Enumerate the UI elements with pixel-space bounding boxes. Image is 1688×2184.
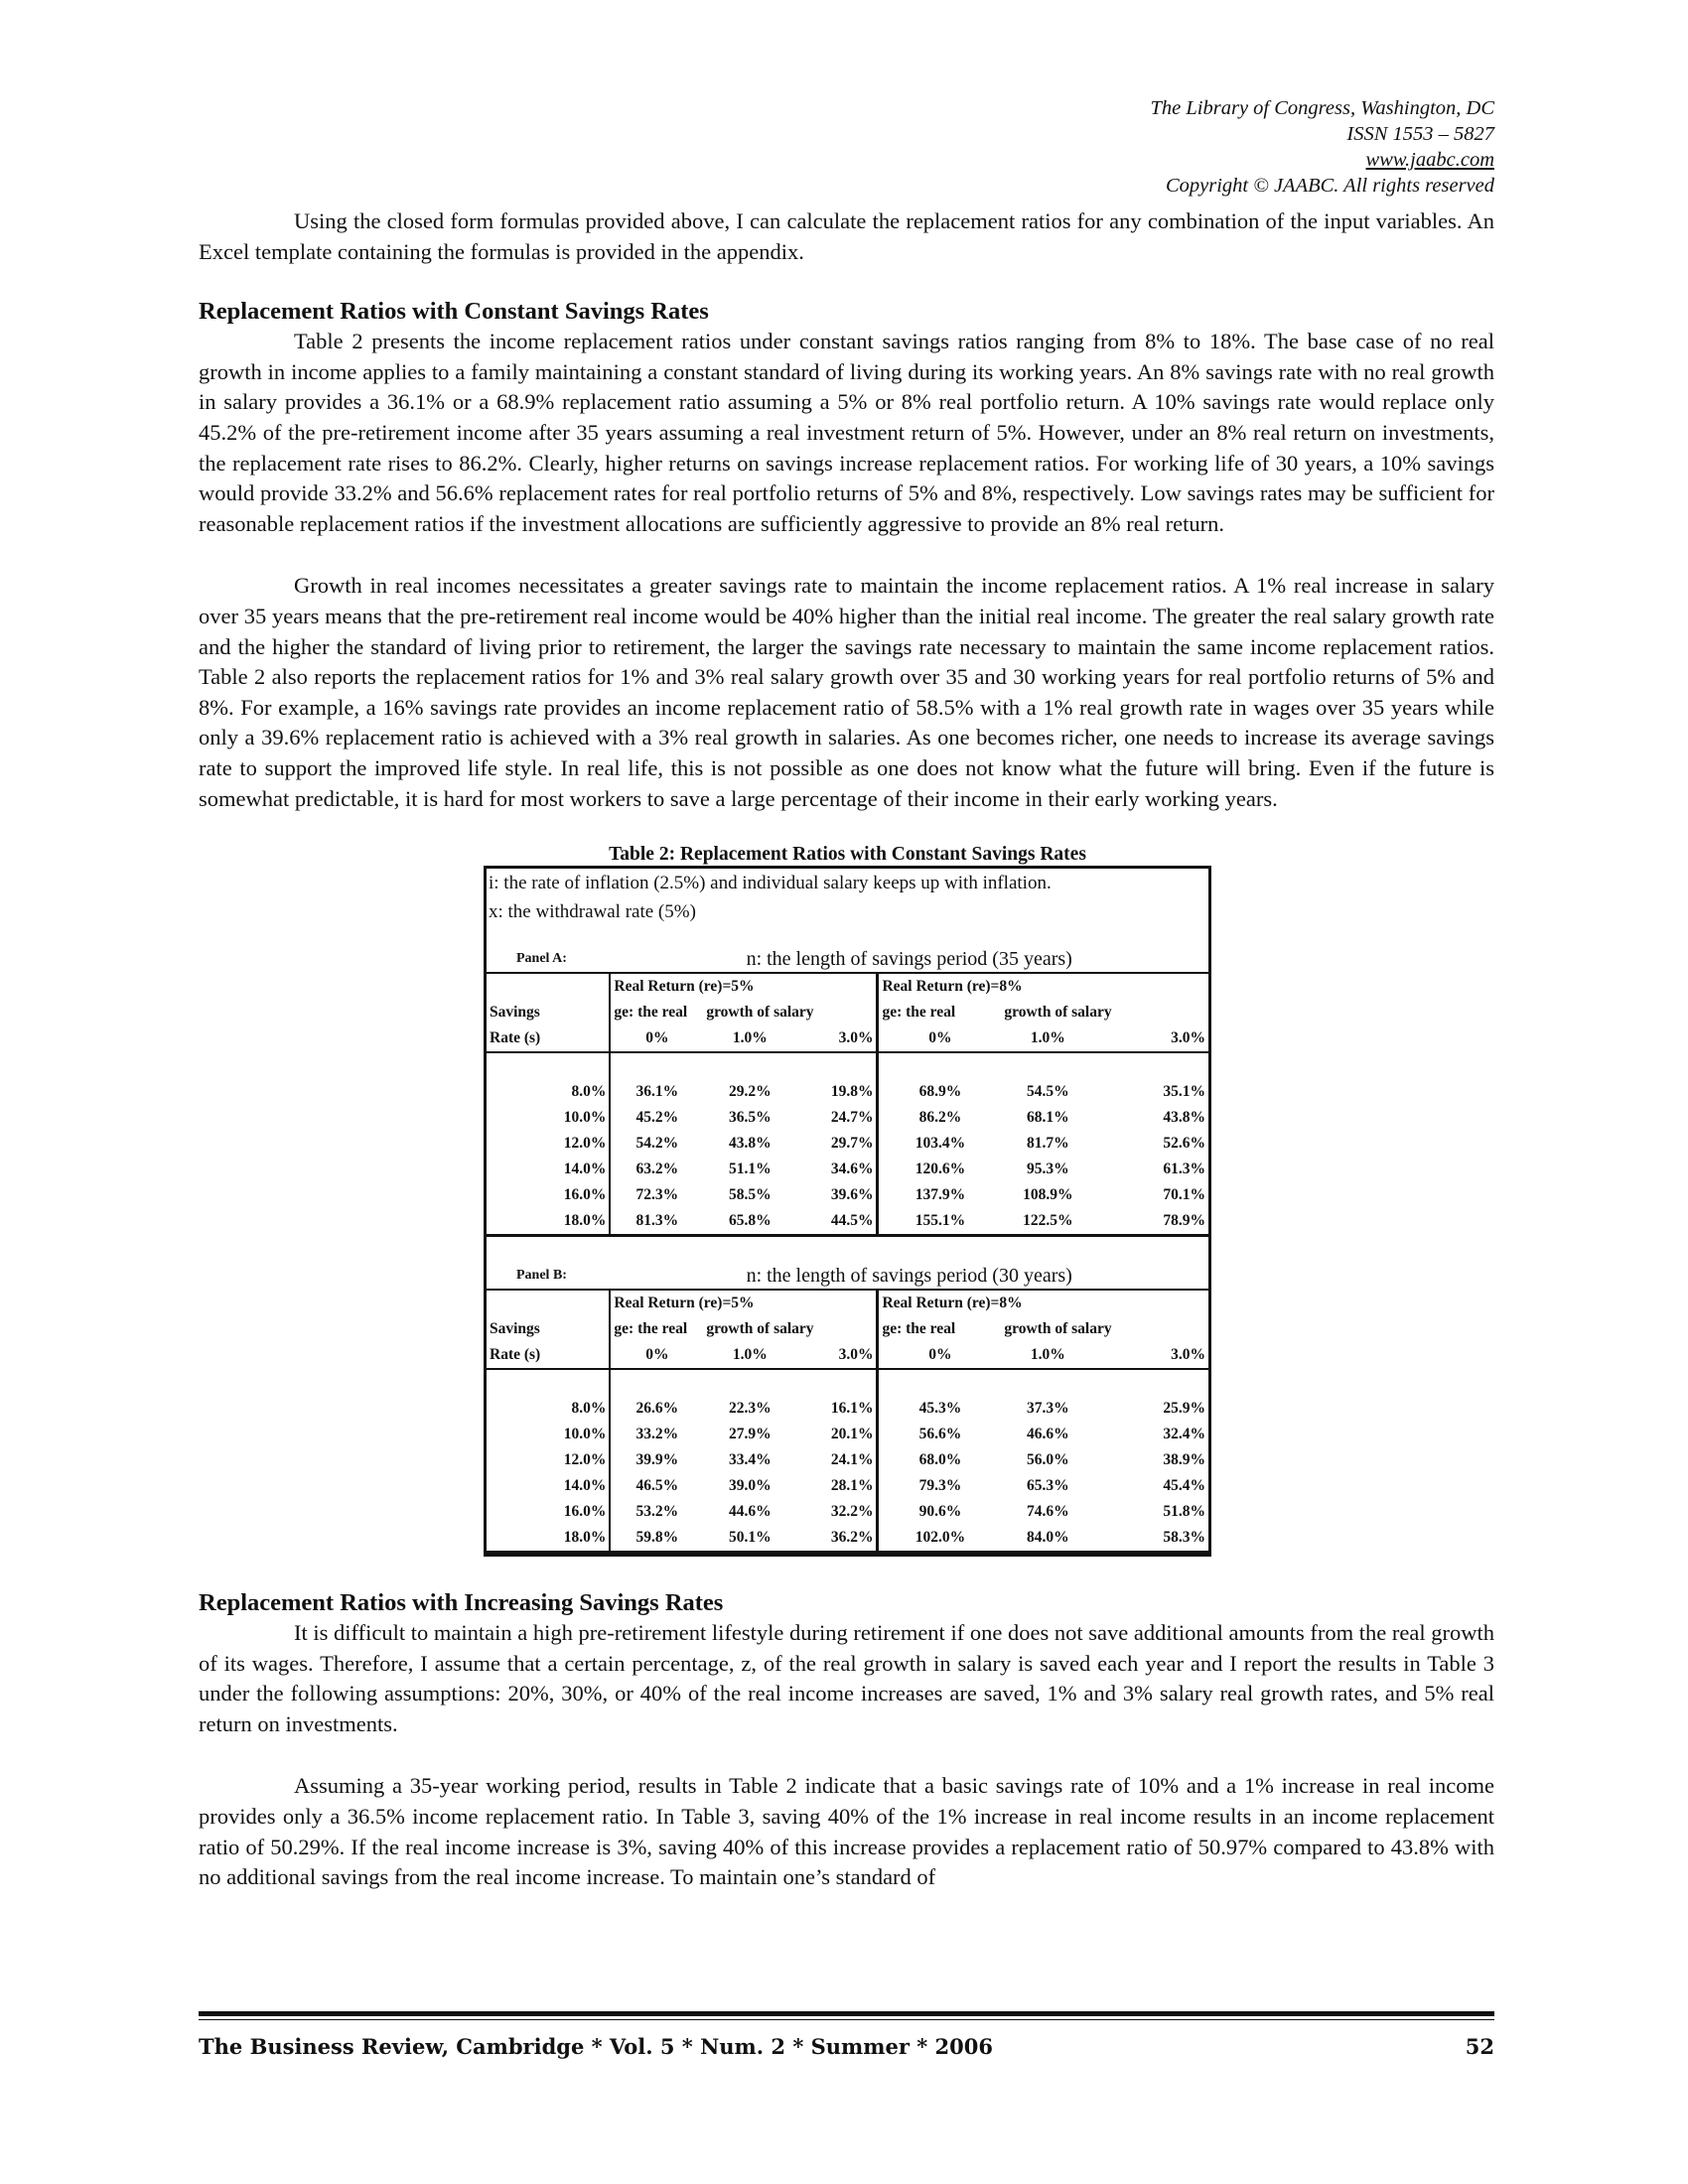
table-row bbox=[487, 1208, 1208, 1236]
page-footer bbox=[199, 2011, 1494, 2059]
growth-rate-row bbox=[487, 1025, 1208, 1052]
savings-rate-cell: 18.0% bbox=[487, 1208, 610, 1236]
header-issn: ISSN 1553 – 5827 bbox=[1346, 123, 1494, 145]
replacement-ratio-cell: 25.9% bbox=[1163, 1400, 1205, 1418]
replacement-ratio-cell: 33.2% bbox=[635, 1426, 679, 1443]
savings-rate-cell: 14.0% bbox=[487, 1157, 610, 1182]
footer-rule bbox=[199, 2011, 1494, 2016]
replacement-ratio-cell: 39.9% bbox=[635, 1451, 679, 1469]
header-growth-rate: 0% bbox=[878, 1342, 1001, 1369]
header-growth-rate: 3.0% bbox=[796, 1025, 878, 1052]
panel-title-row bbox=[487, 1263, 1208, 1290]
replacement-ratio-cell: 43.8% bbox=[728, 1135, 772, 1153]
header-library: The Library of Congress, Washington, DC bbox=[1150, 97, 1494, 119]
panel-gap-cell bbox=[487, 1236, 1208, 1264]
header-website-link[interactable]: www.jaabc.com bbox=[1365, 149, 1494, 171]
replacement-ratio-cell: 29.7% bbox=[830, 1135, 874, 1153]
replacement-ratio-cell: 19.8% bbox=[830, 1083, 874, 1101]
replacement-ratio-cell: 43.8% bbox=[1163, 1109, 1205, 1127]
table-title: Table 2: Replacement Ratios with Constant Savings Rates bbox=[609, 844, 1086, 866]
header-growth-rate: 0% bbox=[610, 1342, 703, 1369]
table-row bbox=[487, 1422, 1208, 1447]
replacement-ratio-cell: 137.9% bbox=[878, 1182, 1001, 1208]
table-row bbox=[487, 1079, 1208, 1105]
replacement-ratio-cell: 45.4% bbox=[1163, 1477, 1205, 1495]
header-savings: Savings bbox=[487, 1000, 610, 1025]
replacement-ratio-cell: 68.0% bbox=[878, 1447, 1001, 1473]
replacement-ratio-cell: 52.6% bbox=[1163, 1135, 1205, 1153]
replacement-ratio-cell: 38.9% bbox=[1163, 1451, 1205, 1469]
header-ge-8: ge: the real bbox=[878, 1316, 1001, 1342]
replacement-ratio-cell: 50.1% bbox=[703, 1525, 796, 1553]
replacement-ratio-cell: 58.3% bbox=[1094, 1525, 1208, 1553]
replacement-ratio-cell: 53.2% bbox=[635, 1503, 679, 1521]
replacement-ratio-cell: 32.4% bbox=[1163, 1426, 1205, 1443]
replacement-ratio-cell: 45.3% bbox=[878, 1396, 1001, 1422]
replacement-ratio-cell: 103.4% bbox=[878, 1131, 1001, 1157]
table-row bbox=[487, 1499, 1208, 1525]
spacer-cell bbox=[487, 1369, 610, 1396]
section-heading-increasing: Replacement Ratios with Increasing Savings Rates bbox=[199, 1589, 724, 1617]
replacement-ratio-cell: 65.8% bbox=[703, 1208, 796, 1236]
replacement-ratio-cell: 24.7% bbox=[830, 1109, 874, 1127]
table-row bbox=[487, 1525, 1208, 1553]
replacement-ratio-cell: 36.2% bbox=[796, 1525, 878, 1553]
replacement-ratio-cell: 54.5% bbox=[1027, 1083, 1069, 1101]
replacement-ratio-cell: 16.1% bbox=[830, 1400, 874, 1418]
replacement-ratio-cell: 28.1% bbox=[830, 1477, 874, 1495]
replacement-ratio-cell: 81.3% bbox=[610, 1208, 703, 1236]
replacement-ratio-cell: 27.9% bbox=[728, 1426, 772, 1443]
replacement-ratio-cell: 35.1% bbox=[1163, 1083, 1205, 1101]
savings-rate-cell: 14.0% bbox=[487, 1473, 610, 1499]
panel-title-row bbox=[487, 946, 1208, 973]
replacement-ratio-cell: 79.3% bbox=[878, 1473, 1001, 1499]
table-row bbox=[487, 1396, 1208, 1422]
header-growth-5: growth of salary bbox=[706, 1320, 814, 1338]
note-inflation: i: the rate of inflation (2.5%) and individual salary keeps up with inflation. bbox=[489, 873, 1052, 894]
replacement-ratio-cell: 44.5% bbox=[796, 1208, 878, 1236]
table-2 bbox=[484, 844, 1211, 1557]
header-real-return-8: Real Return (re)=8% bbox=[878, 973, 1208, 1000]
replacement-ratio-cell: 32.2% bbox=[830, 1503, 874, 1521]
replacement-ratio-cell: 78.9% bbox=[1094, 1208, 1208, 1236]
footer-page-number: 52 bbox=[1465, 2034, 1494, 2059]
replacement-ratio-cell: 59.8% bbox=[610, 1525, 703, 1553]
replacement-ratio-cell: 37.3% bbox=[1027, 1400, 1069, 1418]
panel-title: n: the length of savings period (35 years) bbox=[610, 946, 1208, 973]
footer-journal-citation: The Business Review, Cambridge * Vol. 5 * Num. 2 * Summer * 2006 bbox=[199, 2034, 993, 2059]
savings-rate-cell: 16.0% bbox=[487, 1499, 610, 1525]
replacement-ratio-cell: 29.2% bbox=[728, 1083, 772, 1101]
replacement-ratio-cell: 81.7% bbox=[1027, 1135, 1069, 1153]
header-growth-rate: 3.0% bbox=[1094, 1025, 1208, 1052]
replacement-ratio-cell: 63.2% bbox=[635, 1160, 679, 1178]
replacement-ratio-cell: 95.3% bbox=[1027, 1160, 1069, 1178]
paragraph-real-growth: Growth in real incomes necessitates a greater savings rate to maintain the income replacement ratios. A 1% real increase in salary over 35 years means that the pre-retirement real income would be 40% higher than the initial real income. The greater the real salary growth rate and the higher the standard of living prior to retirement, the larger the savings rate necessary to maintain the same income replacement ratios. Table 2 also reports the replacement ratios for 1% and 3% real salary growth over 35 and 30 working years for real portfolio returns of 5% and 8%. For example, a 16% savings rate provides an income replacement ratio of 58.5% with a 1% real growth rate in wages over 35 years while only a 39.6% replacement ratio is achieved with a 3% real growth in salaries. As one becomes richer, one needs to increase its average savings rate to support the improved life style. In real life, this is not possible as one does not know what the future will bring. Even if the future is somewhat predictable, it is hard for most workers to save a large percentage of their income in their early working years. bbox=[199, 573, 1494, 811]
table-row bbox=[487, 1157, 1208, 1182]
table-box bbox=[484, 866, 1211, 1557]
replacement-ratio-cell: 34.6% bbox=[830, 1160, 874, 1178]
section-heading-constant: Replacement Ratios with Constant Savings Rates bbox=[199, 298, 709, 326]
savings-rate-cell: 8.0% bbox=[487, 1396, 610, 1422]
savings-rate-cell: 16.0% bbox=[487, 1182, 610, 1208]
replacement-ratio-cell: 44.6% bbox=[728, 1503, 772, 1521]
paragraph-increasing-savings: It is difficult to maintain a high pre-retirement lifestyle during retirement if one does not save additional amounts from the real growth of its wages. Therefore, I assume that a certain percentage, z, of the real growth in salary is saved each year and I report the results in Table 3 under the following assumptions: 20%, 30%, or 40% of the real income increases are saved, 1% and 3% salary real growth rates, and 5% real return on investments. bbox=[199, 1620, 1494, 1736]
header-empty bbox=[487, 1290, 610, 1316]
note-withdrawal: x: the withdrawal rate (5%) bbox=[489, 901, 696, 923]
header-growth-rate: 3.0% bbox=[796, 1342, 878, 1369]
table-row bbox=[487, 1473, 1208, 1499]
header-real-return-5: Real Return (re)=5% bbox=[614, 978, 755, 996]
replacement-ratio-cell: 54.2% bbox=[635, 1135, 679, 1153]
replacement-ratio-cell: 39.0% bbox=[728, 1477, 772, 1495]
header-real-return-5: Real Return (re)=5% bbox=[614, 1295, 755, 1312]
header-copyright: Copyright © JAABC. All rights reserved bbox=[1165, 175, 1494, 197]
replacement-ratio-cell: 26.6% bbox=[635, 1400, 679, 1418]
replacement-ratio-cell: 120.6% bbox=[878, 1157, 1001, 1182]
replacement-ratio-cell: 68.9% bbox=[878, 1079, 1001, 1105]
intro-paragraph: Using the closed form formulas provided above, I can calculate the replacement ratios for any combination of the input variables. An Excel template containing the formulas is provided in the appendix. bbox=[199, 208, 1494, 264]
header-empty bbox=[487, 973, 610, 1000]
header-growth-5: growth of salary bbox=[706, 1004, 814, 1022]
footer-rule-thin bbox=[199, 2019, 1494, 2020]
replacement-ratio-cell: 61.3% bbox=[1163, 1160, 1205, 1178]
replacement-ratio-cell: 56.0% bbox=[1027, 1451, 1069, 1469]
replacement-ratio-cell: 46.5% bbox=[635, 1477, 679, 1495]
replacement-ratio-cell: 45.2% bbox=[635, 1109, 679, 1127]
replacement-ratio-cell: 56.6% bbox=[878, 1422, 1001, 1447]
replacement-ratio-cell: 86.2% bbox=[878, 1105, 1001, 1131]
paragraph-table3-results: Assuming a 35-year working period, results in Table 2 indicate that a basic savings rate of 10% and a 1% increase in real income provides only a 36.5% income replacement ratio. In Table 3, saving 40% of the 1% increase in real income results in an income replacement ratio of 50.29%. If the real income increase is 3%, saving 40% of this increase provides a replacement ratio of 50.97% compared to 43.8% with no additional savings from the real income increase. To maintain one’s standard of bbox=[199, 1773, 1494, 1890]
return-header-row bbox=[487, 973, 1208, 1000]
replacement-ratio-cell: 102.0% bbox=[878, 1525, 1001, 1553]
header-real-return-8: Real Return (re)=8% bbox=[878, 1290, 1208, 1316]
table-row bbox=[487, 1131, 1208, 1157]
replacement-ratio-cell: 70.1% bbox=[1163, 1186, 1205, 1204]
growth-header-row bbox=[487, 1316, 1208, 1342]
header-growth-8: growth of salary bbox=[1004, 1320, 1112, 1338]
table-row bbox=[487, 1447, 1208, 1473]
savings-rate-cell: 8.0% bbox=[487, 1079, 610, 1105]
journal-header bbox=[199, 95, 1494, 199]
table-row bbox=[487, 1105, 1208, 1131]
replacement-ratio-cell: 20.1% bbox=[830, 1426, 874, 1443]
header-ge-5: ge: the real bbox=[614, 1004, 688, 1022]
header-growth-rate: 1.0% bbox=[703, 1342, 796, 1369]
header-rate: Rate (s) bbox=[487, 1025, 610, 1052]
savings-rate-cell: 12.0% bbox=[487, 1447, 610, 1473]
header-ge-5: ge: the real bbox=[614, 1320, 688, 1338]
savings-rate-cell: 12.0% bbox=[487, 1131, 610, 1157]
replacement-ratio-table bbox=[487, 946, 1208, 1554]
header-rate: Rate (s) bbox=[487, 1342, 610, 1369]
panel-label: Panel A: bbox=[487, 946, 610, 973]
replacement-ratio-cell: 122.5% bbox=[1001, 1208, 1094, 1236]
growth-header-row bbox=[487, 1000, 1208, 1025]
paragraph-table2-overview: Table 2 presents the income replacement ratios under constant savings ratios ranging from 8% to 18%. The base case of no real growth in income applies to a family maintaining a constant standard of living during its working years. An 8% savings rate with no real growth in salary provides a 36.1% or a 68.9% replacement ratio assuming a 5% or 8% real portfolio return. A 10% savings rate would replace only 45.2% of the pre-retirement income after 35 years assuming a real investment return of 5%. However, under an 8% real return on investments, the replacement rate rises to 86.2%. Clearly, higher returns on savings increase replacement ratios. For working life of 30 years, a 10% savings would provide 33.2% and 56.6% replacement rates for real portfolio returns of 5% and 8%, respectively. Low savings rates may be sufficient for reasonable replacement ratios if the investment allocations are sufficiently aggressive to provide an 8% real return. bbox=[199, 329, 1494, 536]
header-growth-rate: 0% bbox=[610, 1025, 703, 1052]
replacement-ratio-cell: 39.6% bbox=[830, 1186, 874, 1204]
replacement-ratio-cell: 24.1% bbox=[830, 1451, 874, 1469]
savings-rate-cell: 10.0% bbox=[487, 1105, 610, 1131]
header-savings: Savings bbox=[487, 1316, 610, 1342]
header-growth-rate: 0% bbox=[878, 1025, 1001, 1052]
replacement-ratio-cell: 46.6% bbox=[1027, 1426, 1069, 1443]
page-content bbox=[199, 95, 1494, 1893]
header-growth-rate: 1.0% bbox=[703, 1025, 796, 1052]
spacer-cell bbox=[610, 1369, 878, 1396]
replacement-ratio-cell: 72.3% bbox=[635, 1186, 679, 1204]
header-growth-rate: 3.0% bbox=[1094, 1342, 1208, 1369]
replacement-ratio-cell: 68.1% bbox=[1027, 1109, 1069, 1127]
panel-label: Panel B: bbox=[487, 1263, 610, 1290]
savings-rate-cell: 10.0% bbox=[487, 1422, 610, 1447]
replacement-ratio-cell: 90.6% bbox=[878, 1499, 1001, 1525]
spacer-cell bbox=[487, 1052, 610, 1079]
panel-title: n: the length of savings period (30 years) bbox=[610, 1263, 1208, 1290]
replacement-ratio-cell: 36.1% bbox=[635, 1083, 679, 1101]
replacement-ratio-cell: 58.5% bbox=[728, 1186, 772, 1204]
growth-rate-row bbox=[487, 1342, 1208, 1369]
table-row bbox=[487, 1182, 1208, 1208]
savings-rate-cell: 18.0% bbox=[487, 1525, 610, 1553]
replacement-ratio-cell: 22.3% bbox=[728, 1400, 772, 1418]
replacement-ratio-cell: 36.5% bbox=[728, 1109, 772, 1127]
header-growth-rate: 1.0% bbox=[1001, 1342, 1094, 1369]
replacement-ratio-cell: 65.3% bbox=[1027, 1477, 1069, 1495]
replacement-ratio-cell: 74.6% bbox=[1027, 1503, 1069, 1521]
replacement-ratio-cell: 155.1% bbox=[878, 1208, 1001, 1236]
spacer-cell bbox=[610, 1052, 878, 1079]
return-header-row bbox=[487, 1290, 1208, 1316]
header-growth-8: growth of salary bbox=[1004, 1004, 1112, 1022]
replacement-ratio-cell: 84.0% bbox=[1001, 1525, 1094, 1553]
spacer-cell bbox=[878, 1052, 1208, 1079]
replacement-ratio-cell: 33.4% bbox=[728, 1451, 772, 1469]
replacement-ratio-cell: 108.9% bbox=[1023, 1186, 1073, 1204]
replacement-ratio-cell: 51.8% bbox=[1163, 1503, 1205, 1521]
spacer-cell bbox=[878, 1369, 1208, 1396]
header-growth-rate: 1.0% bbox=[1001, 1025, 1094, 1052]
replacement-ratio-cell: 51.1% bbox=[728, 1160, 772, 1178]
header-ge-8: ge: the real bbox=[878, 1000, 1001, 1025]
